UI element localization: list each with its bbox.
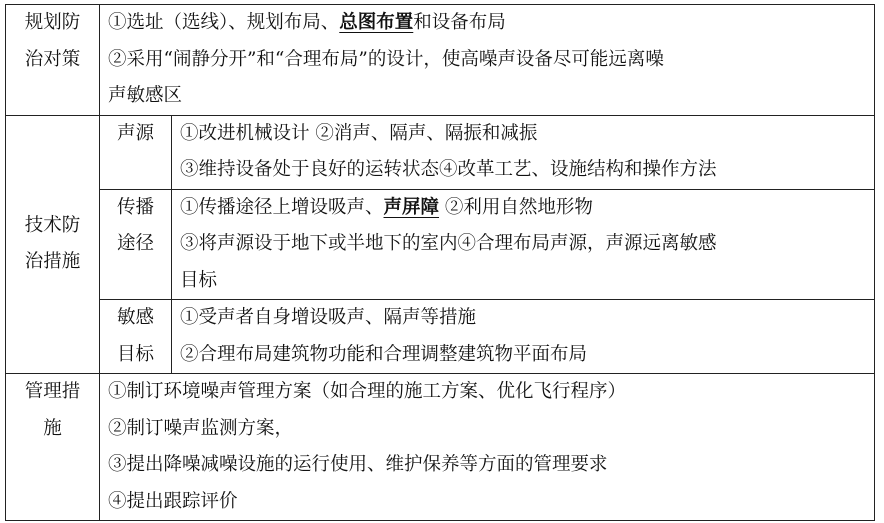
- row-technical-path: [6, 189, 875, 300]
- planning-line-2: ②采用“闹静分开”和“合理布局”的设计，使高噪声设备尽可能远离噪: [108, 48, 664, 70]
- management-item: ③提出降噪减噪设施的运行使用、维护保养等方面的管理要求: [108, 454, 608, 475]
- planning-content: [100, 5, 875, 116]
- management-item: ④提出跟踪评价: [108, 490, 238, 512]
- row-technical-source: [6, 115, 875, 189]
- category-planning: 规划防 治对策: [6, 5, 100, 116]
- path-line-1: ①传播途径上增设吸声、声屏障 ②利用自然地形物: [180, 196, 593, 218]
- management-item: ②制订噪声监测方案，: [108, 417, 294, 439]
- planning-line-1: ①选址（选线）、规划布局、总图布置和设备布局: [108, 12, 506, 33]
- management-content: [100, 374, 875, 521]
- noise-control-table: [5, 4, 875, 521]
- sub-label-target: 敏感 目标: [100, 300, 172, 374]
- target-content: ①受声者自身增设吸声、隔声等措施 ②合理布局建筑物功能和合理调整建筑物平面布局: [172, 300, 875, 374]
- sub-label-source: 声源: [100, 115, 172, 189]
- path-content: ①传播途径上增设吸声、声屏障 ②利用自然地形物 ③将声源设于地下或半地下的室内④合理布局声源，声源远离敏感 目标: [172, 189, 875, 300]
- row-planning: [6, 5, 875, 116]
- row-management: [6, 374, 875, 521]
- highlight-term: 声屏障: [383, 196, 440, 218]
- sub-label-path: 传播 途径: [100, 189, 172, 300]
- planning-line-3: 声敏感区: [108, 85, 183, 106]
- category-management: 管理措 施: [6, 374, 100, 521]
- row-technical-target: [6, 300, 875, 374]
- source-content: ①改进机械设计 ②消声、隔声、隔振和减振 ③维持设备处于良好的运转状态④改革工艺、设施结构和操作方法: [172, 115, 875, 189]
- category-technical: 技术防 治措施: [6, 115, 100, 374]
- management-item: ①制订环境噪声管理方案（如合理的施工方案、优化飞行程序）: [108, 381, 627, 402]
- highlight-term: 总图布置: [339, 12, 414, 33]
